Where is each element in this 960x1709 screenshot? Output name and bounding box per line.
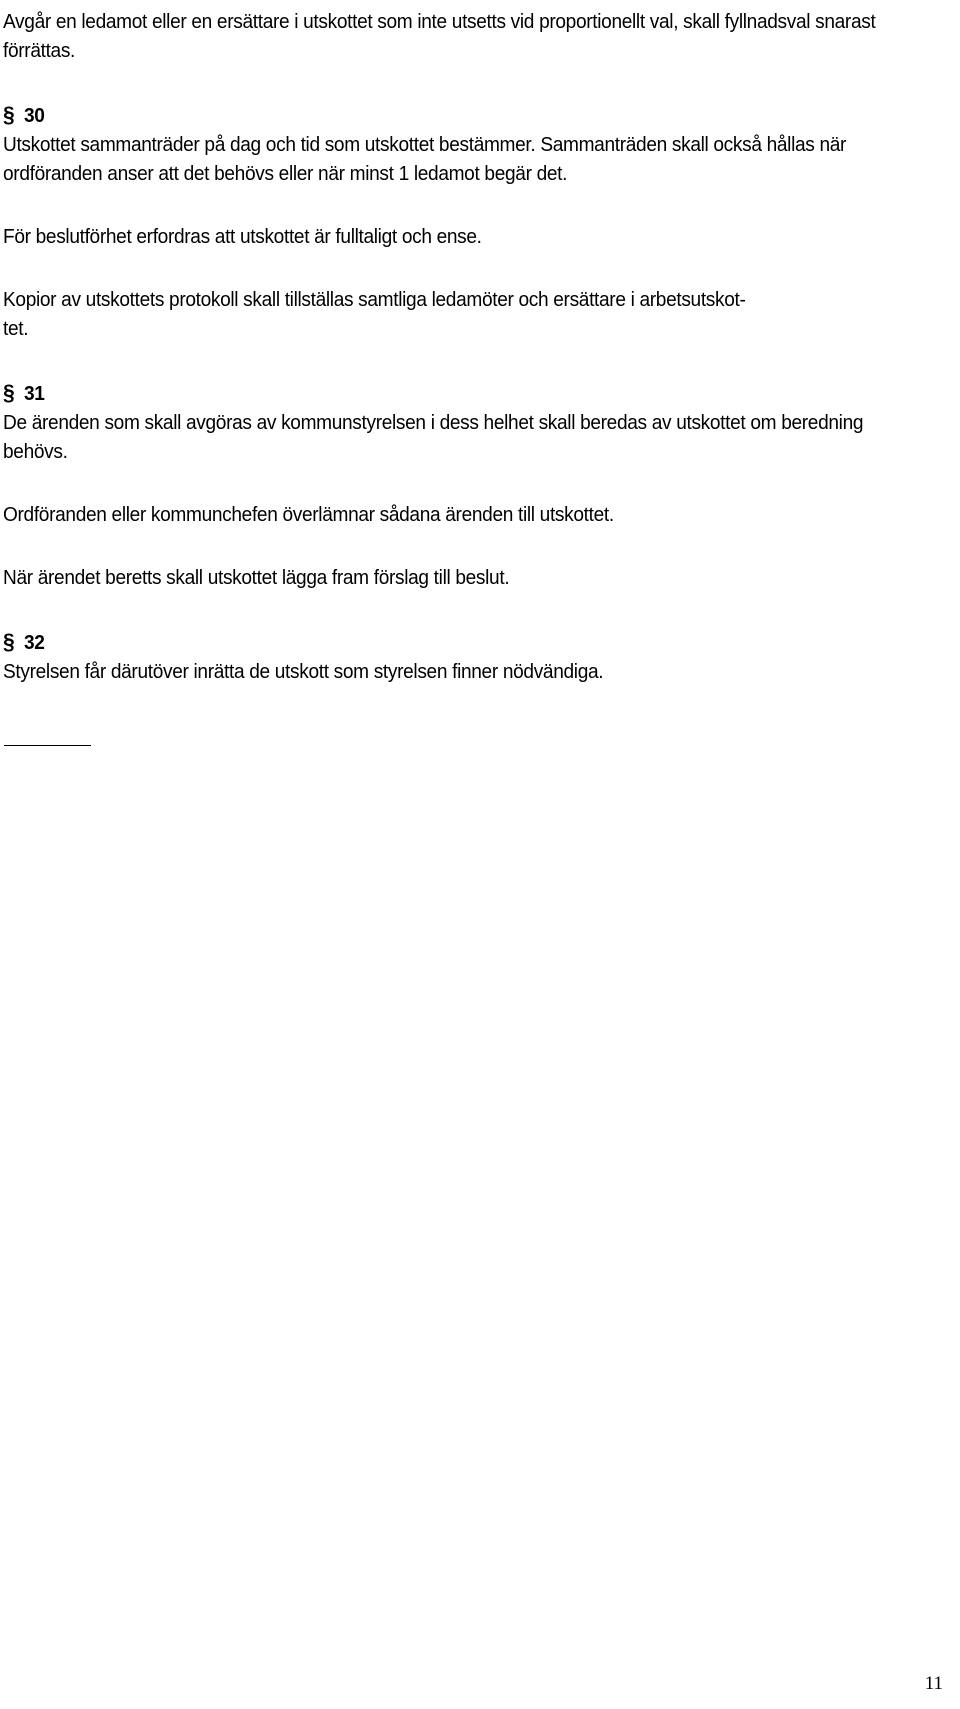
section-sign-icon: §: [3, 380, 15, 405]
paragraph-line: Kopior av utskottets protokoll skall tillställas samtliga ledamöter och ersättare i arbetsutskot-: [3, 289, 746, 311]
paragraph-overlamnar: Ordföranden eller kommunchefen överlämnar sådana ärenden till utskottet.: [3, 504, 614, 526]
paragraph-sammantraden: Utskottet sammanträder på dag och tid som utskottet bestämmer. Sammanträden skall också hållas när ordföranden anser att det behövs eller när minst 1 ledamot begär det.: [3, 134, 847, 185]
paragraph-line: tet.: [3, 318, 29, 340]
page-number: 11: [924, 1673, 943, 1694]
section-number: 30: [24, 105, 45, 127]
footnote-separator: [4, 745, 91, 746]
section-number: 31: [24, 383, 45, 405]
paragraph-forslag: När ärendet beretts skall utskottet lägga fram förslag till beslut.: [3, 567, 510, 589]
section-heading-32: [3, 627, 905, 658]
paragraph-utskott: Styrelsen får därutöver inrätta de utskott som styrelsen finner nödvändiga.: [3, 661, 604, 683]
document-body: [3, 8, 905, 687]
paragraph-fyllnadsval: Avgår en ledamot eller en ersättare i utskottet som inte utsetts vid proportionellt val, skall fyllnadsval snarast förrättas.: [3, 11, 876, 62]
paragraph-kopior: [3, 286, 905, 344]
paragraph-arenden: De ärenden som skall avgöras av kommunstyrelsen i dess helhet skall beredas av utskottet om beredning behövs.: [3, 412, 864, 463]
paragraph-beslutforhet: För beslutförhet erfordras att utskottet är fulltaligt och ense.: [3, 226, 482, 248]
section-sign-icon: §: [3, 629, 15, 654]
section-heading-30: [3, 100, 905, 131]
section-sign-icon: §: [3, 102, 15, 127]
section-number: 32: [24, 632, 45, 654]
section-heading-31: [3, 378, 905, 409]
